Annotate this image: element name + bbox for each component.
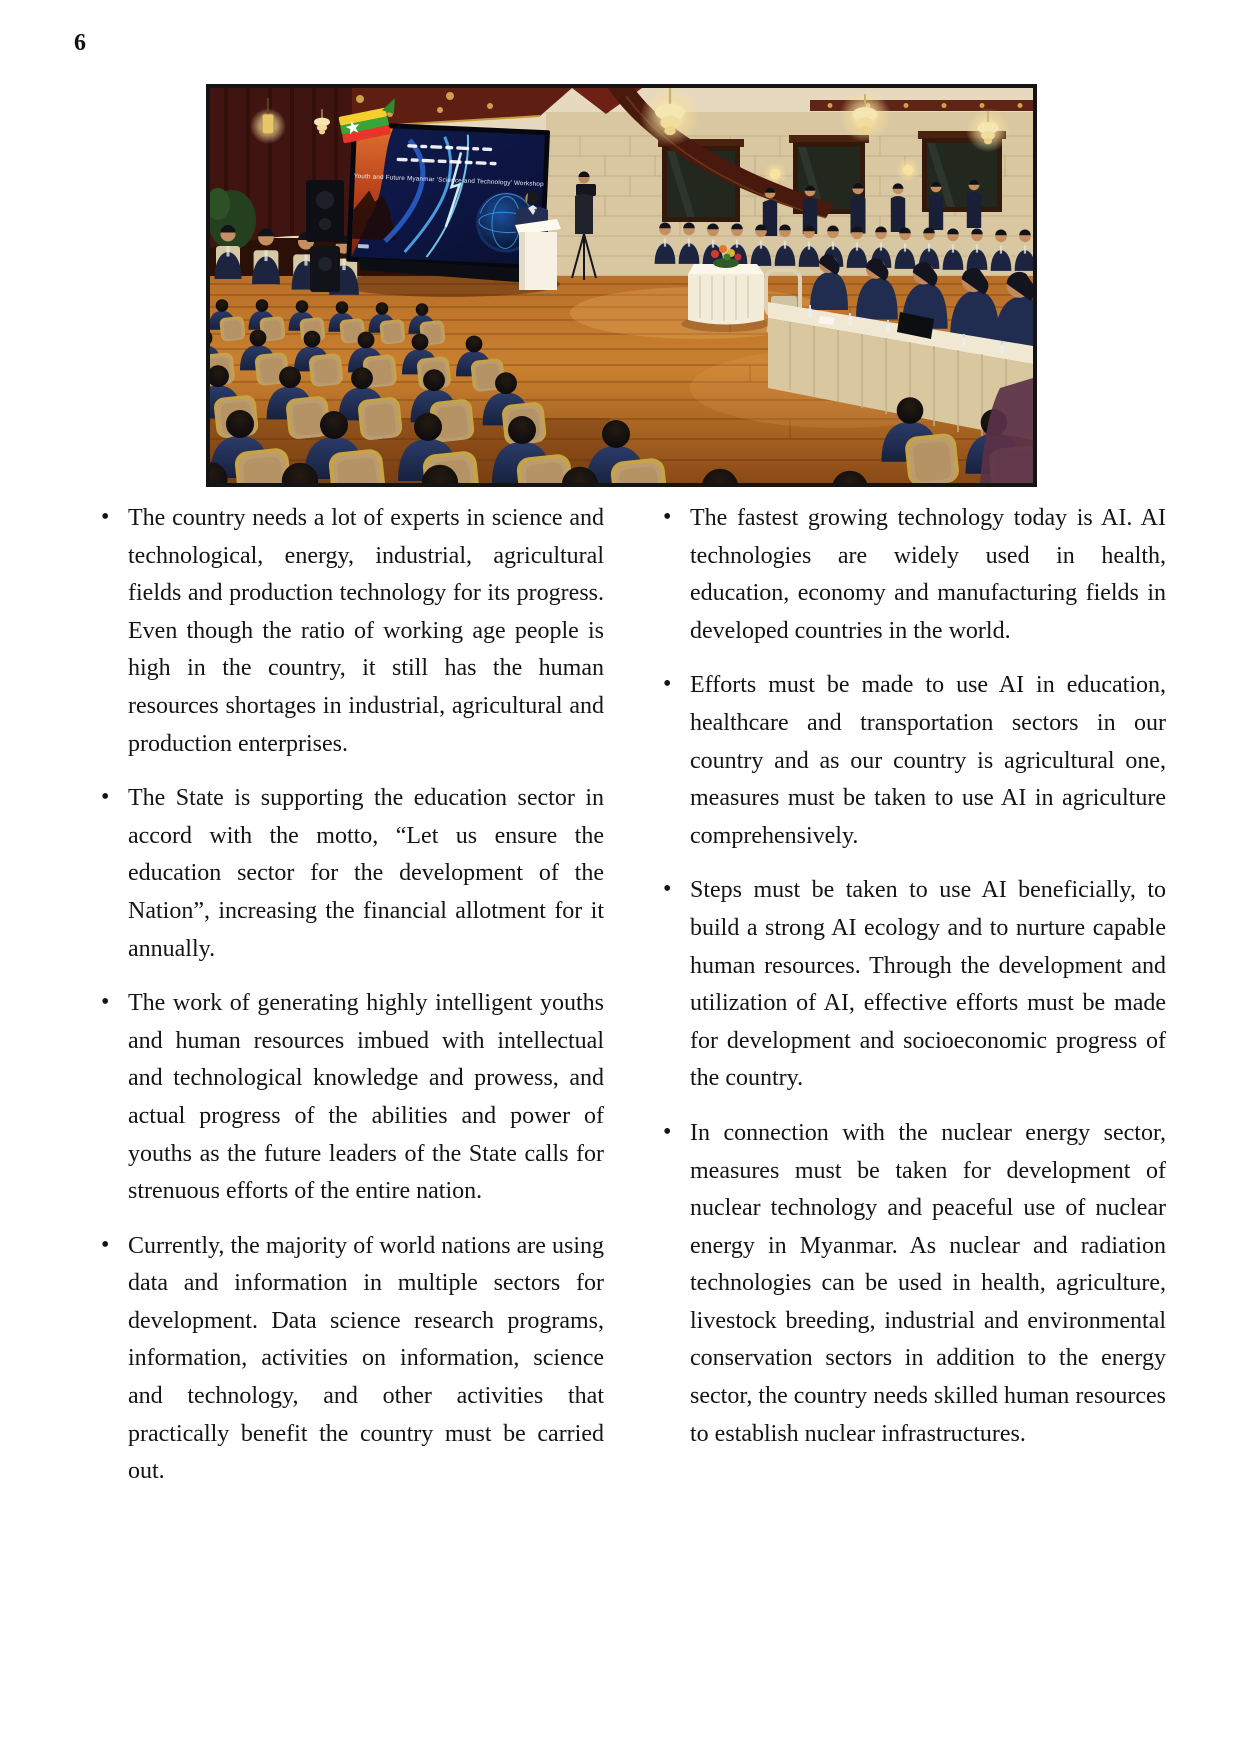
list-item: • Currently, the majority of world nations are using data and information in multiple sectors for development. Data science research programs, information, activities on information, science and technology, and other activities that practically benefit the country must be carried out. [128,1228,604,1491]
page-number: 6 [74,30,86,56]
right-column [650,500,1166,1508]
left-column [88,500,604,1508]
wall-windows [658,131,1006,222]
list-item: • The State is supporting the education sector in accord with the motto, “Let us ensure the education sector for the development of the Nation”, increasing the financial allotment for it annually. [128,780,604,968]
conference-photo [206,84,1037,487]
list-item: • The country needs a lot of experts in science and technological, energy, industrial, agricultural fields and production technology for its progress. Even though the ratio of working age people is high in the country, it still has the human resources shortages in industrial, agricultural and production enterprises. [128,500,604,763]
bullet-list-left [88,500,604,1491]
bullet-list-right [650,500,1166,1453]
pa-speakers [306,180,344,292]
list-item: • Steps must be taken to use AI beneficially, to build a strong AI ecology and to nurture capable human resources. Through the development and utilization of AI, effective efforts must be made for development and socioeconomic progress of the country. [690,872,1166,1098]
screen-caption: Youth and Future Myanmar ‘Science and Technology’ Workshop [353,172,544,189]
list-item: • Efforts must be made to use AI in education, healthcare and transportation sectors in our country and as our country is agricultural one, measures must be taken to use AI in agriculture comprehensively. [690,667,1166,855]
list-item: • In connection with the nuclear energy sector, measures must be taken for development of nuclear technology and peaceful use of nuclear energy in Myanmar. As nuclear and radiation technologies can be used in health, agriculture, livestock breeding, industrial and environmental conservation sectors in addition to the energy sector, the country needs skilled human resources to establish nuclear infrastructures. [690,1115,1166,1453]
screen-logo [358,244,369,248]
article-body [88,500,1166,1508]
list-item: • The fastest growing technology today is AI. AI technologies are widely used in health, education, economy and manufacturing fields in developed countries in the world. [690,500,1166,650]
list-item: • The work of generating highly intelligent youths and human resources imbued with intellectual and technological knowledge and prowess, and actual progress of the abilities and power of youths as the future leaders of the State calls for strenuous efforts of the entire nation. [128,985,604,1211]
conference-photo-art [210,88,1033,483]
